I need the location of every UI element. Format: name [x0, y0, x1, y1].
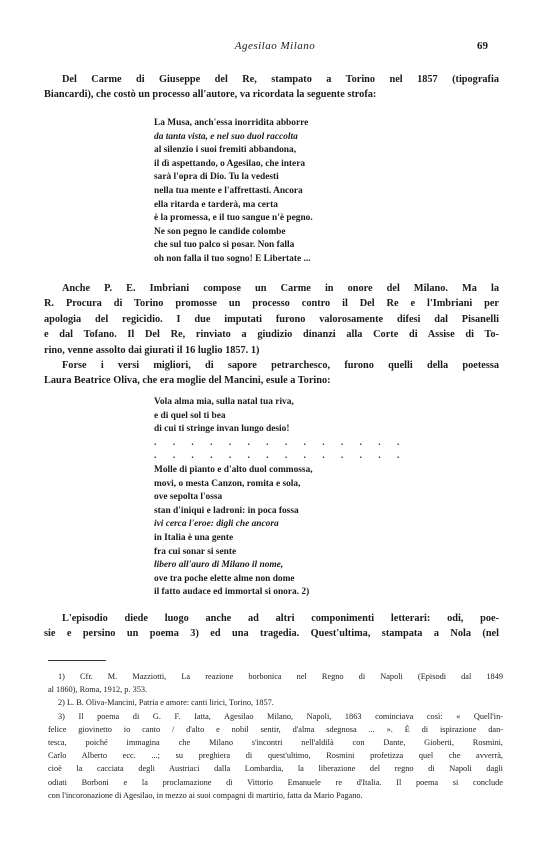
- footnote-line: cioè la cacciata degli Austriaci dalla Lombardia, la liberazione del regno di Napoli dagli: [48, 764, 503, 774]
- verse-line: movi, o mesta Canzon, romita e sola,: [154, 478, 301, 489]
- footnote-line: 3) Il poema di G. F. Iatta, Agesilao Milano, Napoli, 1863 cominciava così: « Quell'in-: [58, 711, 503, 721]
- verse-line: stan d'iniqui e ladroni: in poca fossa: [154, 505, 299, 516]
- verse-line: La Musa, anch'essa inorridita abborre: [154, 118, 309, 128]
- poem-oliva: [154, 396, 406, 600]
- verse-line: oh non falla il tuo sogno! E Libertate ...: [154, 253, 311, 264]
- verse-line: il fatto audace ed immortal si onora. 2): [154, 587, 310, 598]
- paragraph-del-re: [44, 72, 499, 103]
- footnote-line: Carlo Alberto ecc. ...; su preghiera di quest'ultimo, Rosmini profetizza quel che avverrà,: [48, 751, 503, 761]
- ellipsis-line: . . . . . . . . . . . . . .: [154, 451, 407, 462]
- page-number: 69: [477, 40, 488, 52]
- paragraph-episodio: [44, 611, 499, 642]
- ellipsis-line: . . . . . . . . . . . . . .: [154, 437, 407, 448]
- text-line: Del Carme di Giuseppe del Re, stampato a Torino nel 1857 (tipografia: [62, 74, 499, 85]
- text-line: Forse i versi migliori, di sapore petrarchesco, furono quelli della poetessa: [62, 360, 499, 372]
- verse-line: ove tra poche elette alme non dome: [154, 573, 295, 584]
- footnote-line: odiati Borboni e la proclamazione di Vittorio Emanuele re d'Italia. Il poema si conclude: [48, 777, 503, 787]
- text-line: sie e persino un poema 3) ed una tragedia. Quest'ultima, stampata a Nola (nel: [44, 628, 499, 640]
- poem-del-re: [154, 117, 313, 267]
- verse-line: il dì aspettando, o Agesilao, che intera: [154, 158, 306, 169]
- running-header: [0, 40, 550, 56]
- verse-line: Ne son pegno le candide colombe: [154, 226, 286, 237]
- footnote-line: felice giovinetto io canto / d'alto e nobil sentir, d'alma sdegnosa ... ». È di ispirazione dan-: [48, 724, 503, 734]
- verse-line: di cui ti stringe invan lungo desio!: [154, 424, 290, 435]
- verse-line: al silenzio i suoi fremiti abbandona,: [154, 145, 297, 156]
- verse-line: e di quel sol ti bea: [154, 410, 226, 421]
- footnote-line: tesca, poiché immagina che Milano s'incontri nell'aldilà con Dante, Gioberti, Rosmini,: [48, 738, 503, 748]
- footnote-line: 2) L. B. Oliva-Mancini, Patria e amore: canti lirici, Torino, 1857.: [58, 698, 274, 708]
- text-line: Anche P. E. Imbriani compose un Carme in onore del Milano. Ma la: [62, 283, 499, 294]
- footnote-line: 1) Cfr. M. Mazziotti, La reazione borbonica nel Regno di Napoli (Episodi dal 1849: [58, 672, 503, 681]
- verse-line: Vola alma mia, sulla natal tua riva,: [154, 397, 294, 407]
- verse-line: da tanta vista, e nel suo duol raccolta: [154, 131, 298, 142]
- text-line: e dal Tofano. Il Del Re, rinviato a giudizio dinanzi alla Corte di Assise di To-: [44, 329, 499, 341]
- verse-line: nella tua mente e l'affrettasti. Ancora: [154, 185, 303, 196]
- footnote-line: con l'incoronazione di Agesilao, in mezzo ai suoi compagni di martirio, fatta da Mario Pagano.: [48, 790, 363, 800]
- verse-line: fra cui sonar si sente: [154, 546, 237, 557]
- text-line: Biancardi), che costò un processo all'autore, va ricordata la seguente strofa:: [44, 89, 377, 101]
- footnote-line: al 1860), Roma, 1912, p. 353.: [48, 685, 148, 695]
- verse-line: che sul tuo palco si posar. Non falla: [154, 240, 295, 251]
- text-line: Laura Beatrice Oliva, che era moglie del Mancini, esule a Torino:: [44, 375, 331, 387]
- verse-line: Molle di pianto e d'alto duol commossa,: [154, 464, 313, 475]
- text-line: R. Procura di Torino promosse un processo contro il Del Re e l'Imbriani per: [44, 298, 499, 310]
- text-line: L'episodio diede luogo anche ad altri componimenti letterari: odi, poe-: [62, 613, 499, 624]
- footnotes: [48, 670, 503, 802]
- verse-line: libero all'auro di Milano il nome,: [154, 560, 284, 571]
- verse-line: ivi cerca l'eroe: digli che ancora: [154, 519, 279, 530]
- running-title: Agesilao Milano: [234, 40, 316, 52]
- text-line: apologia del regicidio. I due imputati furono valorosamente difesi dal Pisanelli: [44, 313, 499, 325]
- verse-line: ove sepolta l'ossa: [154, 492, 223, 503]
- paragraph-imbriani: [44, 281, 499, 389]
- footnote-separator: [48, 660, 106, 661]
- text-line: rino, venne assolto dai giurati il 16 luglio 1857. 1): [44, 344, 260, 356]
- verse-line: ella ritarda e tarderà, ma certa: [154, 199, 278, 210]
- verse-line: è la promessa, e il tuo sangue n'è pegno.: [154, 213, 313, 224]
- verse-line: in Italia è una gente: [154, 532, 234, 543]
- verse-line: sarà l'opra di Dio. Tu la vedesti: [154, 172, 279, 183]
